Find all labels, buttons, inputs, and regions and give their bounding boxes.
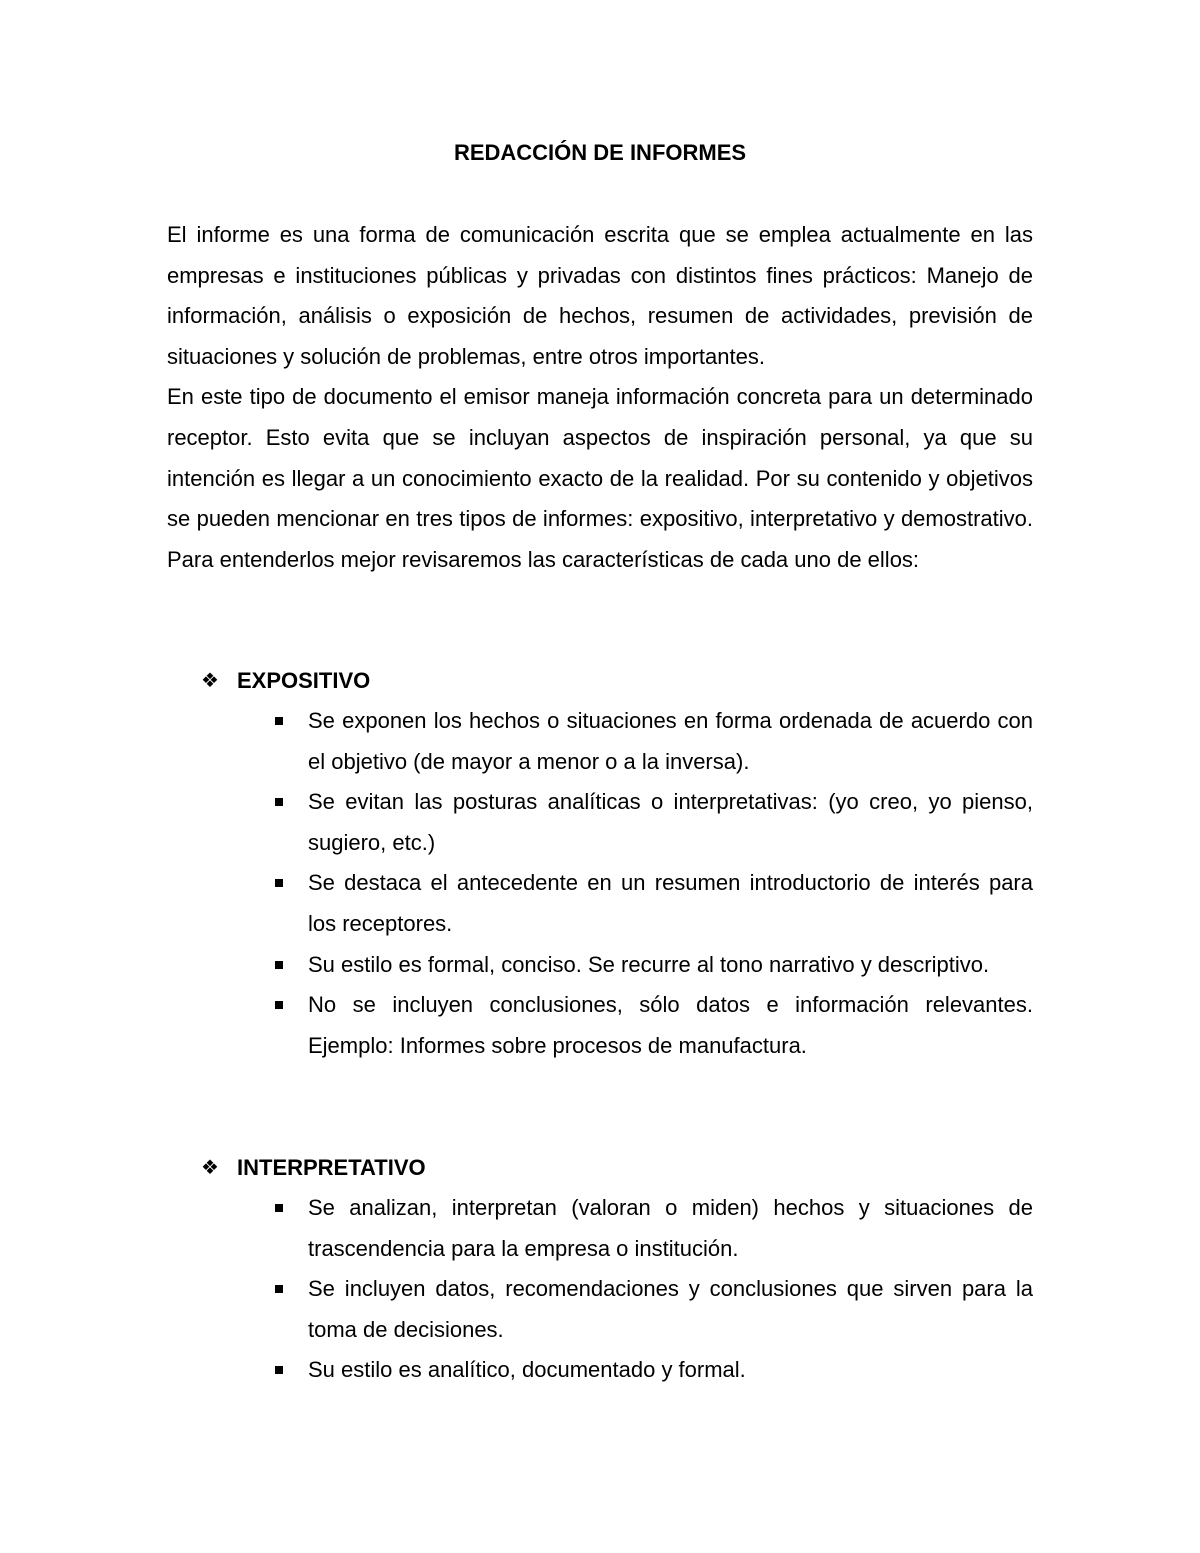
list-item-text: Su estilo es analítico, documentado y formal. xyxy=(308,1357,746,1383)
document-title: REDACCIÓN DE INFORMES xyxy=(453,140,747,165)
list-item-text: No se incluyen conclusiones, sólo datos e información relevantes. Ejemplo: Informes sobre procesos de manufactura. xyxy=(308,992,1033,1058)
square-bullet-icon xyxy=(275,879,283,887)
list-item-text: Se incluyen datos, recomendaciones y conclusiones que sirven para la toma de decisiones. xyxy=(308,1276,1033,1342)
list-item xyxy=(201,945,1033,986)
paragraph: El informe es una forma de comunicación escrita que se emplea actualmente en las empresas e instituciones públicas y privadas con distintos fines prácticos: Manejo de información, análisis o exposición de hechos, resumen de actividades, previsión de situaciones y solución de problemas, entre otros importantes. xyxy=(167,222,1033,369)
list-item-text: Se exponen los hechos o situaciones en forma ordenada de acuerdo con el objetivo (de mayor a menor o a la inversa). xyxy=(308,708,1033,774)
section-heading xyxy=(201,661,1033,701)
list-item xyxy=(201,1350,1033,1391)
list-item xyxy=(201,782,1033,863)
intro-text xyxy=(167,215,1033,580)
bullet-list xyxy=(201,701,1033,1066)
section-expositivo xyxy=(201,661,1033,1066)
list-item xyxy=(201,1269,1033,1350)
square-bullet-icon xyxy=(275,1285,283,1293)
square-bullet-icon xyxy=(275,1204,283,1212)
square-bullet-icon xyxy=(275,1366,283,1374)
list-item-text: Se destaca el antecedente en un resumen introductorio de interés para los receptores. xyxy=(308,870,1033,936)
list-item xyxy=(201,1188,1033,1269)
square-bullet-icon xyxy=(275,717,283,725)
square-bullet-icon xyxy=(275,1001,283,1009)
section-heading-label: EXPOSITIVO xyxy=(237,668,371,693)
section-heading xyxy=(201,1148,1033,1188)
list-item xyxy=(201,985,1033,1066)
bullet-list xyxy=(201,1188,1033,1391)
list-item-text: Se evitan las posturas analíticas o interpretativas: (yo creo, yo pienso, sugiero, etc.) xyxy=(308,789,1033,855)
diamond-bullet-icon: ❖ xyxy=(201,1157,219,1179)
section-heading-label: INTERPRETATIVO xyxy=(237,1155,426,1180)
list-item-text: Su estilo es formal, conciso. Se recurre al tono narrativo y descriptivo. xyxy=(308,951,990,977)
paragraph: En este tipo de documento el emisor maneja información concreta para un determinado receptor. Esto evita que se incluyan aspectos de inspiración personal, ya que su intención es llegar a un conocimiento exacto de la realidad. Por su contenido y objetivos se pueden mencionar en tres tipos de informes: expositivo, interpretativo y demostrativo. Para entenderlos mejor revisaremos las características de cada uno de ellos: xyxy=(167,384,1033,572)
list-item xyxy=(201,863,1033,944)
diamond-bullet-icon: ❖ xyxy=(201,670,219,692)
square-bullet-icon xyxy=(275,961,283,969)
section-interpretativo xyxy=(201,1148,1033,1391)
list-item-text: Se analizan, interpretan (valoran o miden) hechos y situaciones de trascendencia para la empresa o institución. xyxy=(308,1195,1033,1261)
square-bullet-icon xyxy=(275,798,283,806)
list-item xyxy=(201,701,1033,782)
